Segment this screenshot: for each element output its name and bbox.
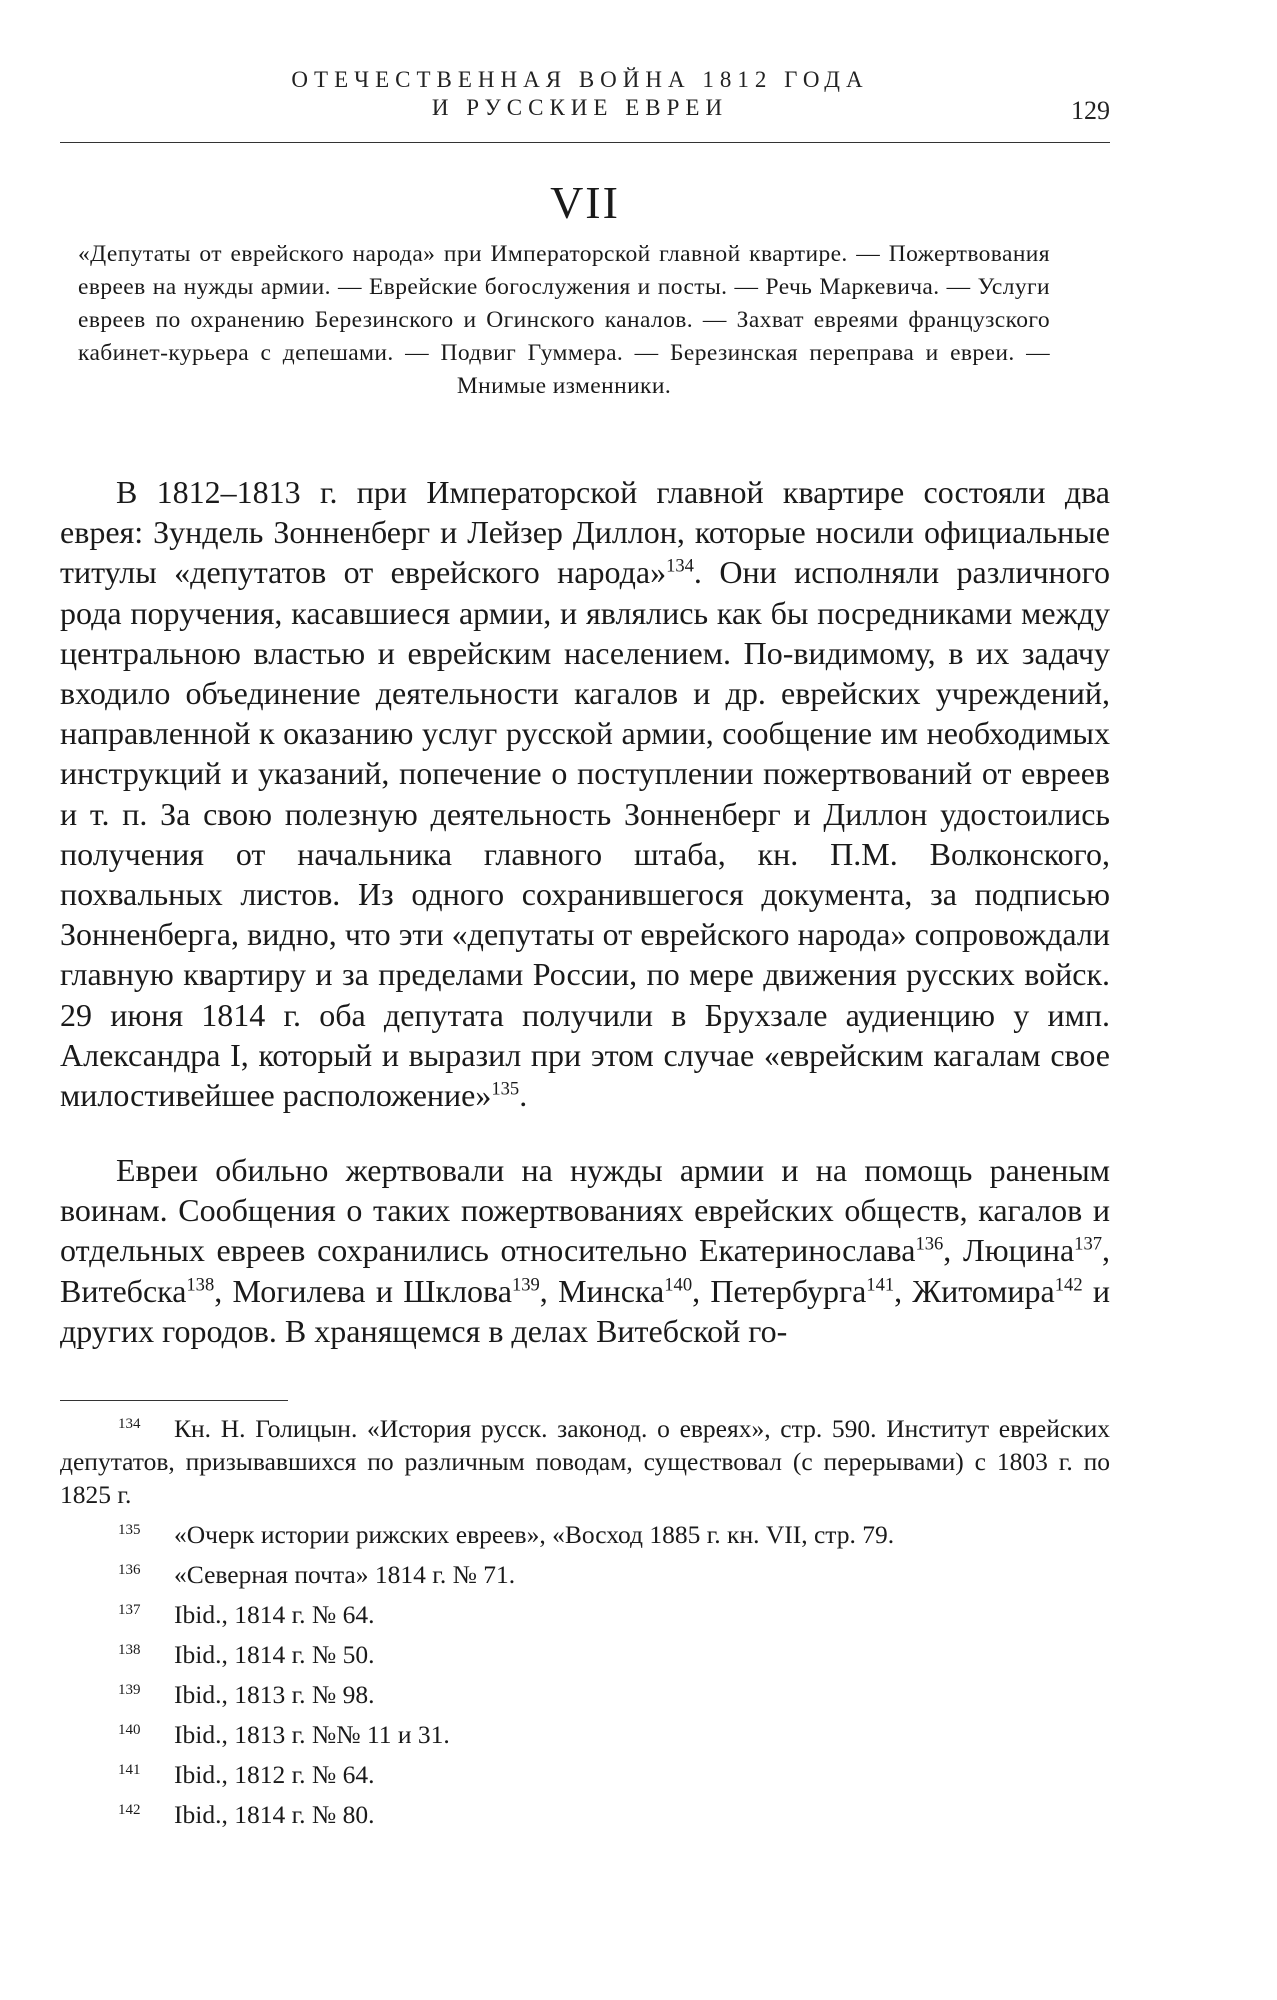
footnote-text: Ibid., 1812 г. № 64. [174, 1760, 375, 1789]
body-paragraph-2 [60, 1150, 1110, 1351]
footnote-136: 136 «Северная почта» 1814 г. № 71. [118, 1560, 516, 1589]
footnote-ref[interactable]: 142 [1054, 1274, 1083, 1296]
footnote-text: Ibid., 1814 г. № 50. [174, 1640, 375, 1669]
footnote-138: 138 Ibid., 1814 г. № 50. [118, 1640, 375, 1669]
footnote-ref[interactable]: 141 [866, 1274, 895, 1296]
footnote-ref[interactable]: 139 [511, 1274, 540, 1296]
body-text-run: , Люцина [943, 1232, 1075, 1269]
body-text-run: , Минска [539, 1272, 665, 1309]
footnote-142: 142 Ibid., 1814 г. № 80. [118, 1800, 375, 1829]
body-text-run: . [519, 1077, 528, 1114]
body-text-run: и других городов. В хранящемся в делах Витебской го- [60, 1272, 1111, 1349]
footnote-139: 139 Ibid., 1813 г. № 98. [118, 1680, 375, 1709]
footnote-ref[interactable]: 135 [491, 1078, 520, 1100]
footnote-text: Ibid., 1813 г. № 98. [174, 1680, 375, 1709]
chapter-number: VII [550, 177, 620, 228]
body-paragraph-1 [60, 472, 1110, 1115]
footnote-text: Ibid., 1814 г. № 80. [174, 1800, 375, 1829]
footnote-137: 137 Ibid., 1814 г. № 64. [118, 1600, 375, 1629]
chapter-summary: «Депутаты от еврейского народа» при Императорской главной квартире. — Пожертвования евреев на нужды армии. — Еврейские богослужения и посты. — Речь Маркевича. — Услуги евреев по охранению Березинского и Огинского каналов. — Захват евреями французского кабинет-курьера с депешами. — Подвиг Гуммера. — Березинская переправа и евреи. — Мнимые изменники. [78, 241, 1050, 399]
footnote-ref[interactable]: 138 [186, 1274, 215, 1296]
footnote-134: 134 Кн. Н. Голицын. «История русск. законод. о евреях», стр. 590. Институт еврейских депутатов, призывавшихся по различным поводам, существовал (с перерывами) с 1803 г. по 1825 г. [60, 1414, 1110, 1509]
footnote-ref[interactable]: 140 [664, 1274, 693, 1296]
footnote-text: Ibid., 1813 г. №№ 11 и 31. [174, 1720, 450, 1749]
footnote-text: Ibid., 1814 г. № 64. [174, 1600, 375, 1629]
footnotes [60, 1412, 1110, 1838]
body-text-run: , Петербурга [692, 1272, 867, 1309]
body-text-run: , Житомира [894, 1272, 1055, 1309]
footnote-140: 140 Ibid., 1813 г. №№ 11 и 31. [118, 1720, 450, 1749]
footnote-text: «Северная почта» 1814 г. № 71. [174, 1560, 516, 1589]
footnote-separator [60, 1400, 288, 1401]
body-text-run: , Витебска [60, 1232, 1110, 1309]
header-rule [60, 142, 1110, 143]
body-text-run: , Могилева и Шклова [214, 1272, 512, 1309]
body-text-run: . Они исполняли различного рода поручения, касавшиеся армии, и являлись как бы посредниками между центральною властью и еврейским населением. По-видимому, в их задачу входило объединение деятельности кагалов и др. еврейских учреждений, направленной к оказанию услуг русской армии, сообщение им необходимых инструкций и указаний, попечение о поступлении пожертвований от евреев и т. п. За свою полезную деятельность Зонненберг и Диллон удостоились получения от начальника главного штаба, кн. П.М. Волконского, похвальных листов. Из одного сохранившегося документа, за подписью Зонненберга, видно, что эти «депутаты от еврейского народа» сопровождали главную квартиру и за пределами России, по мере движения русских войск. 29 июня 1814 г. оба депутата получили в Брухзале аудиенцию у имп. Александра I, который и выразил при этом случае «еврейским кагалам свое милостивейшее расположение» [60, 554, 1111, 1114]
footnote-ref[interactable]: 136 [915, 1233, 944, 1255]
page-number: 129 [1071, 96, 1110, 125]
body-text-run: Евреи обильно жертвовали на нужды армии и на помощь раненым воинам. Сообщения о таких пожертвованиях еврейских обществ, кагалов и отдельных евреев сохранились относительно Екатеринослава [60, 1152, 1110, 1269]
running-header-line-1: ОТЕЧЕСТВЕННАЯ ВОЙНА 1812 ГОДА [291, 67, 869, 92]
footnote-141: 141 Ibid., 1812 г. № 64. [118, 1760, 375, 1789]
footnote-text: Кн. Н. Голицын. «История русск. законод. о евреях», стр. 590. Институт еврейских депутатов, призывавшихся по различным поводам, существовал (с перерывами) с 1803 г. по 1825 г. [60, 1414, 1110, 1509]
footnote-text: «Очерк истории рижских евреев», «Восход 1885 г. кн. VII, стр. 79. [174, 1520, 895, 1549]
footnote-135: 135 «Очерк истории рижских евреев», «Восход 1885 г. кн. VII, стр. 79. [118, 1520, 895, 1549]
footnote-ref[interactable]: 134 [666, 555, 694, 577]
body-text-run: В 1812–1813 г. при Императорской главной квартире состояли два еврея: Зундель Зонненберг и Лейзер Диллон, которые носили официальные титулы «депутатов от еврейского народа» [60, 474, 1110, 591]
footnote-ref[interactable]: 137 [1074, 1233, 1102, 1255]
running-header [60, 66, 1100, 122]
running-header-line-2: И РУССКИЕ ЕВРЕИ [431, 95, 729, 120]
